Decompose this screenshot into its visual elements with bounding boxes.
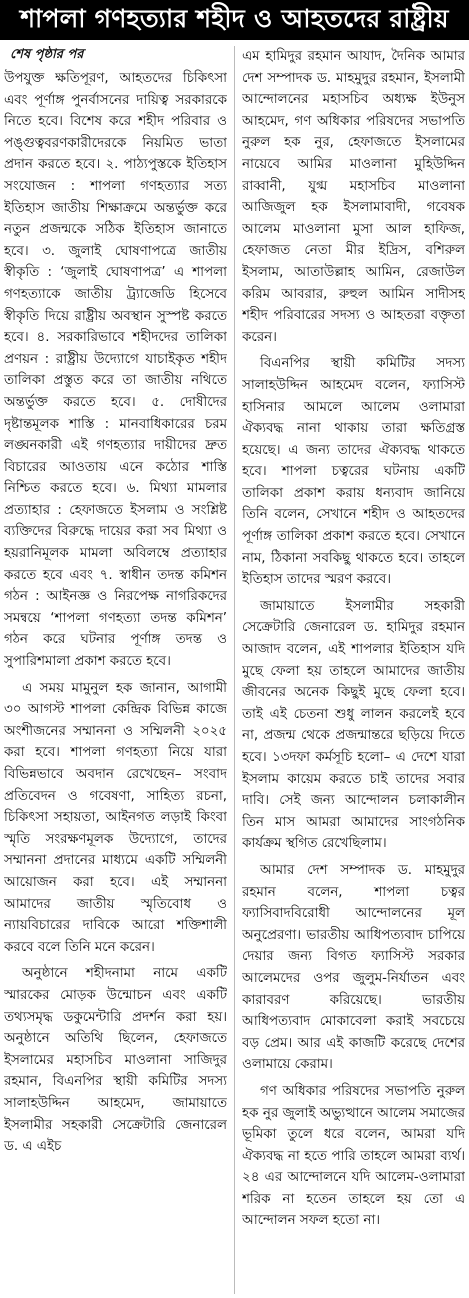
paragraph: গণ অধিকার পরিষদের সভাপতি নুরুল হক নুর জুলাই অভ্যুত্থানে আলেম সমাজের ভূমিকা তুলে ধরে বলেন, আমরা যদি ঐক্যবদ্ধ না হতে পারি তাহলে আমরা ব্যর্থ। ২৪ এর আন্দোলনে যদি আলেম-ওলামারা শরিক না হতেন তাহলে হয় তো এ আন্দোলন সফল হতো না।	[242, 1083, 466, 1229]
headline: শাপলা গণহত্যার শহীদ ও আহতদের রাষ্ট্রীয়	[20, 3, 449, 33]
column-right	[242, 46, 465, 1294]
paragraph: জামায়াতে ইসলামীর সহকারী সেক্রেটারি জেনারেল ড. হামিদুর রহমান আজাদ বলেন, এই শাপলার ইতিহাস যদি মুছে ফেলা হয় তাহলে আমাদের জাতীয় জীবনের অনেক কিছুই মুছে ফেলা হবে। তাই এই চেতনা শুধু লালন করলেই হবে না, প্রজন্ম থেকে প্রজন্মান্তরে ছড়িয়ে দিতে হবে। ১৩দফা কর্মসূচি হলো– এ দেশে যারা ইসলাম কায়েম করতে চাই তাদের সবার দাবি। সেই জন্য আন্দোলন চলাকালীন তিন মাস আমরা আমাদের সাংগঠনিক কার্যক্রম স্থগিত রেখেছিলাম।	[242, 598, 466, 852]
column-divider	[234, 46, 235, 1294]
continuation-kicker: শেষ পৃষ্ঠার পর	[10, 47, 84, 62]
paragraph: আমার দেশ সম্পাদক ড. মাহমুদুর রহমান বলেন, শাপলা চত্বর ফ্যাসিবাদবিরোধী আন্দোলনের মূল অনুপ্রেরণা। ভারতীয় আধিপত্যবাদ চাপিয়ে দেয়ার জন্য বিগত ফ্যাসিস্ট সরকার আলেমদের ওপর জুলুম-নির্যাতন এবং কারাবরণ করিয়েছে। ভারতীয় আধিপত্যবাদ মোকাবেলা করাই সবচেয়ে বড় প্রেম। আর এই কাজটি করেছে দেশের ওলামায়ে কেরাম।	[242, 862, 466, 1073]
paragraph: এ সময় মামুনুল হক জানান, আগামী ৩০ আগস্ট শাপলা কেন্দ্রিক বিভিন্ন কাজে অংশীজনের সম্মাননা ও সম্মিলনী ২০২৫ করা হবে। শাপলা গণহত্যা নিয়ে যারা বিভিন্নভাবে অবদান রেখেছেন– সংবাদ প্রতিবেদন ও গবেষণা, সাহিত্য রচনা, চিকিৎসা সহায়তা, আইনগত লড়াই কিংবা স্মৃতি সংরক্ষণমূলক উদ্যোগে, তাদের সম্মাননা প্রদানের মাধ্যমে একটি সম্মিলনী আয়োজন করা হবে। এই সম্মাননা আমাদের জাতীয় স্মৃতিবোধ ও ন্যায়বিচারের দাবিকে আরো শক্তিশালী করবে বলে তিনি মনে করেন।	[4, 680, 228, 955]
column-left	[4, 46, 227, 1294]
paragraph: এম হামিদুর রহমান আযাদ, দৈনিক আমার দেশ সম্পাদক ড. মাহমুদুর রহমান, ইসলামী আন্দোলনের মহাসচিব অধ্যক্ষ ইউনুস আহমেদ, গণ অধিকার পরিষদের সভাপতি নুরুল হক নুর, হেফাজতে ইসলামের নায়েবে আমির মাওলানা মুহিউদ্দিন রাব্বানী, যুগ্ম মহাসচিব মাওলানা আজিজুল হক ইসলামাবাদী, গবেষক আলেম মাওলানা মুসা আল হাফিজ, হেফাজত নেতা মীর ইদ্রিস, বশিরুল ইসলাম, আতাউল্লাহ আমিন, রেজাউল করিম আবরার, রুহুল আমিন সাদীসহ শহীদ পরিবারের সদস্য ও আহতরা বক্তৃতা করেন।	[242, 49, 466, 345]
paragraph: বিএনপির স্থায়ী কমিটির সদস্য সালাহউদ্দিন আহমেদ বলেন, ফ্যাসিস্ট হাসিনার আমলে আলেম ওলামারা ঐক্যবদ্ধ নানা থাকায় তারা ক্ষতিগ্রস্ত হয়েছে। এ জন্য তাদের ঐক্যবদ্ধ থাকতে হবে। শাপলা চত্বরের ঘটনায় একটি তালিকা প্রকাশ করায় ধন্যবাদ জানিয়ে তিনি বলেন, সেখানে শহীদ ও আহতদের পূর্ণাঙ্গ তালিকা প্রকাশ করতে হবে। সেখানে নাম, ঠিকানা সবকিছু থাকতে হবে। তাহলে ইতিহাস তাদের স্মরণ করবে।	[242, 356, 466, 588]
paragraph: অনুষ্ঠানে শহীদনামা নামে একটি স্মারকের মোড়ক উন্মোচন এবং একটি তথ্যসমৃদ্ধ ডকুমেন্টারি প্রদর্শন করা হয়। অনুষ্ঠানে অতিথি ছিলেন, হেফাজতে ইসলামের মহাসচিব মাওলানা সাজিদুর রহমান, বিএনপির স্থায়ী কমিটির সদস্য সালাহউদ্দিন আহমেদ, জামায়াতে ইসলামীর সহকারী সেক্রেটারি জেনারেল ড. এ এইচ	[4, 966, 228, 1155]
paragraph: উপযুক্ত ক্ষতিপূরণ, আহতদের চিকিৎসা এবং পূর্ণাঙ্গ পুনর্বাসনের দায়িত্ব সরকারকে নিতে হবে। বিশেষ করে শহীদ পরিবার ও পঙ্গুত্ববরণকারীদেরকে নিয়মিত ভাতা প্রদান করতে হবে। ২. পাঠ্যপুস্তকে ইতিহাস সংযোজন : শাপলা গণহত্যার সত্য ইতিহাস জাতীয় শিক্ষাক্রমে অন্তর্ভুক্ত করে নতুন প্রজন্মকে সঠিক ইতিহাস জানাতে হবে। ৩. জুলাই ঘোষণাপত্রে জাতীয় স্বীকৃতি : ‘জুলাই ঘোষণাপত্র’ এ শাপলা গণহত্যাকে জাতীয় ট্র্যাজেডি হিসেবে স্বীকৃতি দিয়ে রাষ্ট্রীয় অবস্থান সুস্পষ্ট করতে হবে। ৪. সরকারিভাবে শহীদদের তালিকা প্রণয়ন : রাষ্ট্রীয় উদ্যোগে যাচাইকৃত শহীদ তালিকা প্রস্তুত করে তা জাতীয় নথিতে অন্তর্ভুক্ত করতে হবে। ৫. দোষীদের দৃষ্টান্তমূলক শাস্তি : মানবাধিকারের চরম লঙ্ঘনকারী এই গণহত্যার দায়ীদের দ্রুত বিচারের আওতায় এনে কঠোর শাস্তি নিশ্চিত করতে হবে। ৬. মিথ্যা মামলার প্রত্যাহার : হেফাজতে ইসলাম ও সংশ্লিষ্ট ব্যক্তিদের বিরুদ্ধে দায়ের করা সব মিথ্যা ও হয়রানিমূলক মামলা অবিলম্বে প্রত্যাহার করতে হবে এবং ৭. স্বাধীন তদন্ত কমিশন গঠন : আইনজ্ঞ ও নিরপেক্ষ নাগরিকদের সমন্বয়ে ‘শাপলা গণহত্যা তদন্ত কমিশন’ গঠন করে ঘটনার পূর্ণাঙ্গ তদন্ত ও সুপারিশমালা প্রকাশ করতে হবে।	[4, 71, 228, 670]
article-body	[4, 46, 465, 1294]
headline-bar	[0, 0, 469, 40]
